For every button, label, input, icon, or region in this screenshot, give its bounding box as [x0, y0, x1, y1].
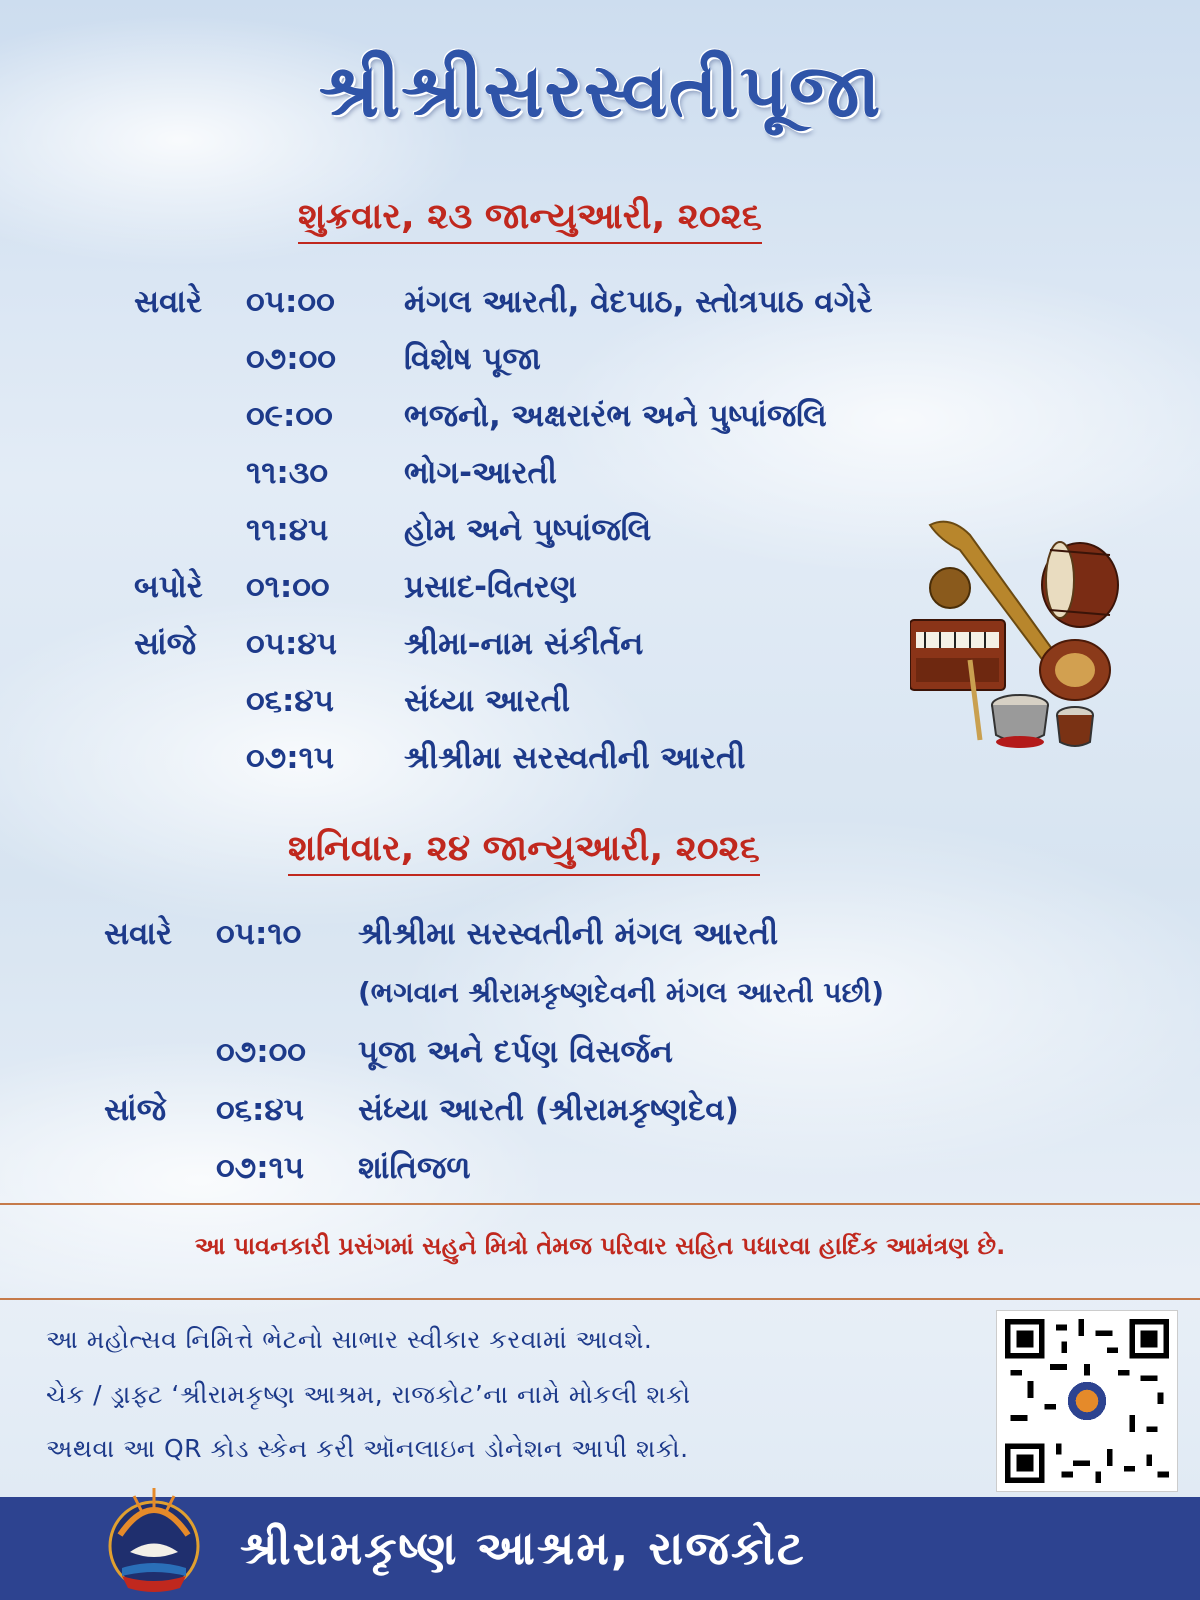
period-label: સાંજે [104, 1092, 167, 1128]
donation-line-1: આ મહોત્સવ નિમિત્તે ભેટનો સાભાર સ્વીકાર કરવામાં આવશે. [46, 1325, 653, 1354]
time-label: ૦૭:૧૫ [246, 740, 335, 776]
time-label: ૦૭:૧૫ [216, 1150, 305, 1186]
page-title: શ્રીશ્રીસરસ્વતીપૂજા [318, 48, 882, 134]
period-label: સવારે [104, 916, 173, 952]
schedule-row [134, 394, 994, 438]
schedule-row [134, 508, 994, 552]
bottom-divider [0, 1298, 1200, 1300]
schedule-row [134, 280, 994, 324]
schedule-row [104, 1088, 1004, 1132]
time-label: ૦૭:૦૦ [216, 1034, 306, 1070]
invitation-text: આ પાવનકારી પ્રસંગમાં સહુને મિત્રો તેમજ પરિવાર સહિત પધારવા હાર્દિક આમંત્રણ છે. [194, 1232, 1006, 1260]
time-label: ૦૫:૧૦ [216, 916, 302, 952]
schedule-row [134, 679, 994, 723]
event-label: ભોગ-આરતી [404, 455, 557, 491]
event-label: હોમ અને પુષ્પાંજલિ [404, 512, 652, 548]
event-label: પ્રસાદ-વિતરણ [404, 569, 577, 605]
donation-line-2: ચેક / ડ્રાફ્ટ ‘શ્રીરામકૃષ્ણ આશ્રમ, રાજકોટ’ના નામે મોકલી શકો [46, 1380, 691, 1409]
time-label: ૦૫:૦૦ [246, 284, 335, 320]
event-label: વિશેષ પૂજા [404, 341, 541, 377]
event-label: શ્રીશ્રીમા સરસ્વતીની આરતી [404, 740, 746, 776]
qr-code-icon[interactable] [996, 1310, 1178, 1492]
day2-heading: શનિવાર, ૨૪ જાન્યુઆરી, ૨૦૨૬ [288, 828, 760, 876]
musical-instruments-icon [910, 510, 1125, 755]
time-label: ૦૫:૪૫ [246, 626, 338, 662]
event-label: સંધ્યા આરતી [404, 683, 571, 719]
period-label: સવારે [134, 284, 203, 320]
schedule-row [104, 1146, 1004, 1190]
schedule-row [134, 337, 994, 381]
day1-heading: શુક્રવાર, ૨૩ જાન્યુઆરી, ૨૦૨૬ [298, 196, 762, 244]
event-label: શાંતિજળ [358, 1150, 471, 1186]
top-divider [0, 1203, 1200, 1205]
event-label: સંધ્યા આરતી (શ્રીરામકૃષ્ણદેવ) [358, 1092, 739, 1128]
schedule-row [104, 1030, 1004, 1074]
schedule-row [134, 622, 994, 666]
time-label: ૦૯:૦૦ [246, 398, 333, 434]
event-label: પૂજા અને દર્પણ વિસર્જન [358, 1034, 673, 1070]
schedule-row [134, 565, 994, 609]
event-label: (ભગવાન શ્રીરામકૃષ્ણદેવની મંગલ આરતી પછી) [358, 976, 885, 1009]
schedule-row [134, 736, 994, 780]
event-label: મંગલ આરતી, વેદપાઠ, સ્તોત્રપાઠ વગેરે [404, 284, 873, 320]
schedule-row [104, 912, 1004, 956]
time-label: ૦૧:૦૦ [246, 569, 330, 605]
time-label: ૧૧:૩૦ [246, 455, 329, 491]
period-label: સાંજે [134, 626, 197, 662]
donation-line-3: અથવા આ QR કોડ સ્કેન કરી ઑનલાઇન ડોનેશન આપી શકો. [46, 1434, 689, 1463]
ashrama-emblem-icon [100, 1480, 208, 1598]
time-label: ૦૬:૪૫ [216, 1092, 305, 1128]
ashrama-name: શ્રીરામકૃષ્ણ આશ્રમ, રાજકોટ [240, 1521, 806, 1575]
event-label: ભજનો, અક્ષરારંભ અને પુષ્પાંજલિ [404, 398, 827, 434]
period-label: બપોરે [134, 569, 203, 605]
schedule-row [104, 971, 1004, 1015]
schedule-row [134, 451, 994, 495]
time-label: ૦૭:૦૦ [246, 341, 336, 377]
time-label: ૧૧:૪૫ [246, 512, 329, 548]
time-label: ૦૬:૪૫ [246, 683, 335, 719]
event-label: શ્રીમા-નામ સંકીર્તન [404, 626, 644, 662]
event-label: શ્રીશ્રીમા સરસ્વતીની મંગલ આરતી [358, 916, 779, 952]
